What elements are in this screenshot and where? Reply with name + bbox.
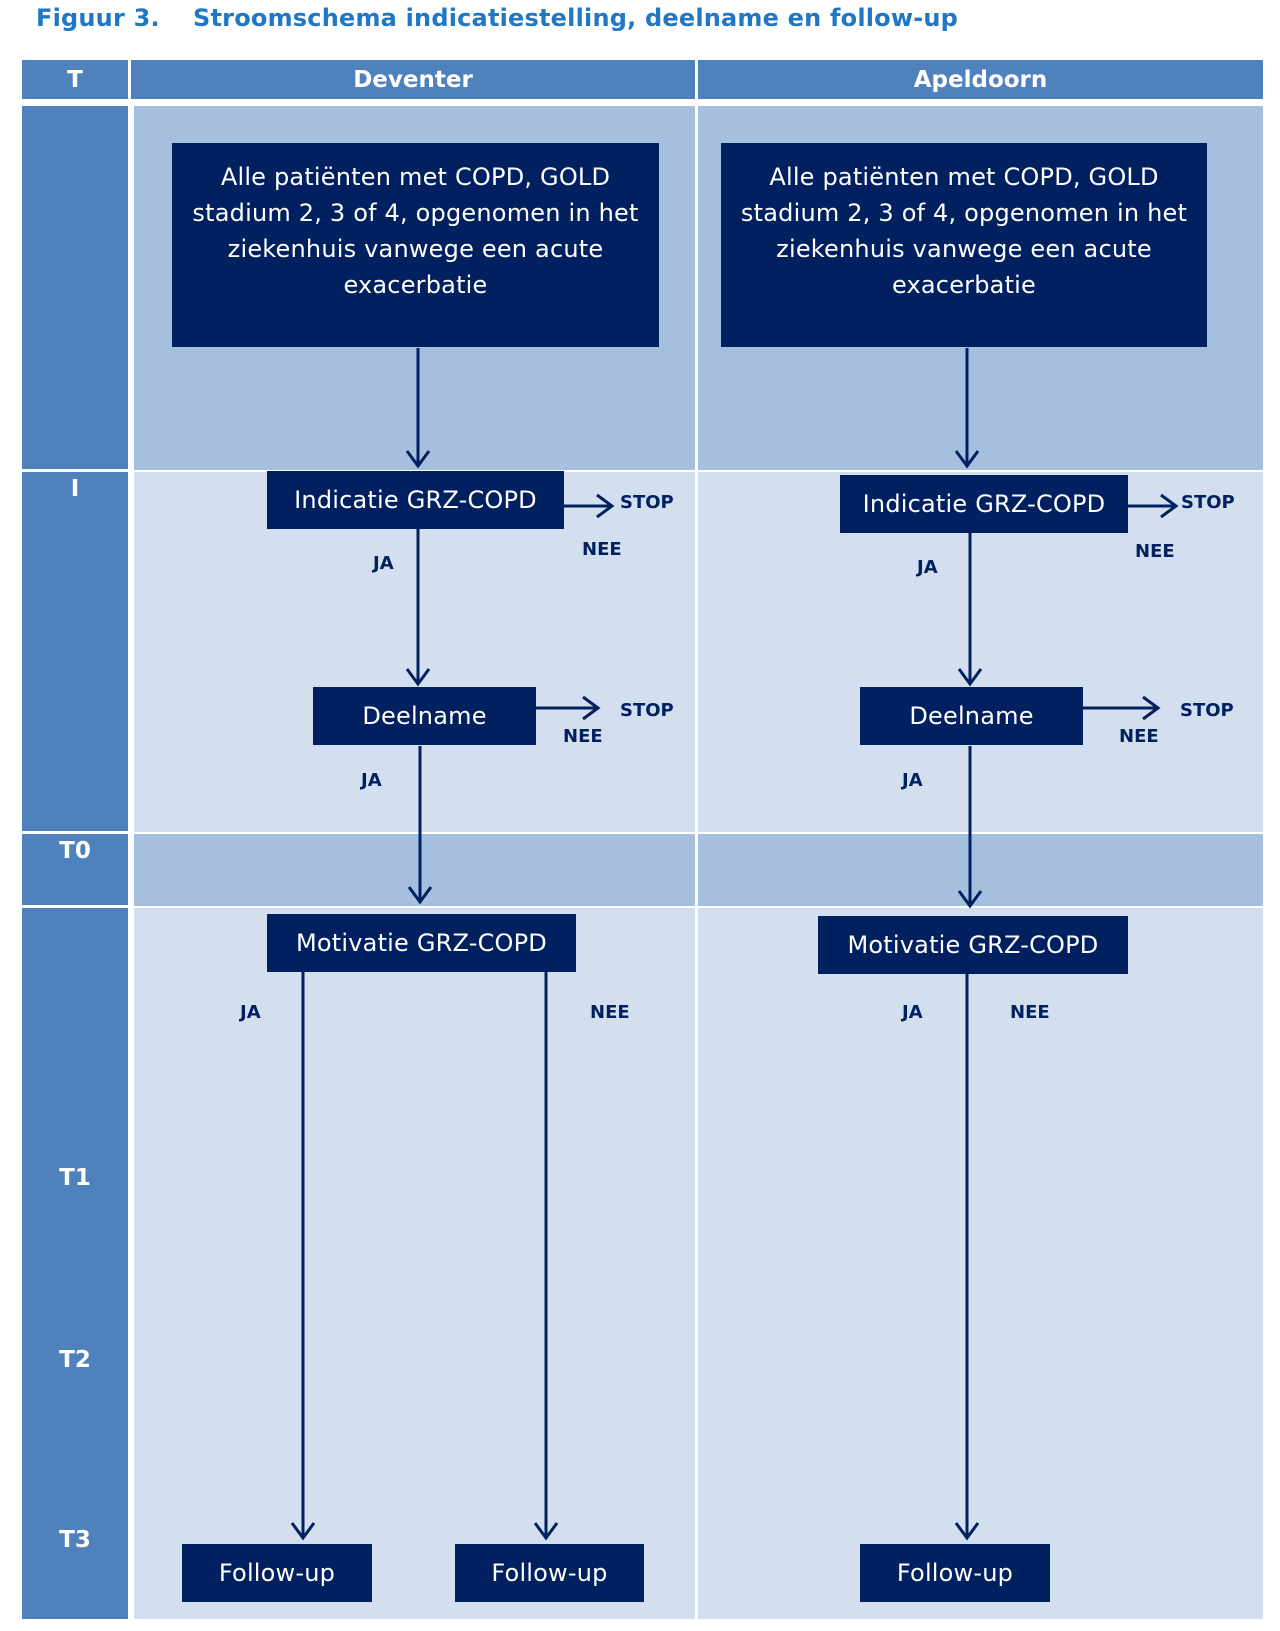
nee-label: NEE	[582, 539, 622, 560]
time-separator	[22, 905, 128, 908]
ja-label: JA	[917, 557, 938, 578]
header-deventer: Deventer	[131, 60, 695, 99]
band-t0-apeldoorn	[698, 834, 1263, 906]
followup-box-deventer-ja: Follow-up	[182, 1544, 372, 1602]
nee-label: NEE	[1010, 1002, 1050, 1023]
header-time: T	[22, 60, 128, 99]
time-separator	[22, 831, 128, 834]
deelname-box-deventer: Deelname	[313, 687, 536, 745]
ja-label: JA	[361, 770, 382, 791]
ja-label: JA	[373, 553, 394, 574]
indicatie-box-apeldoorn: Indicatie GRZ-COPD	[840, 475, 1128, 533]
deelname-box-apeldoorn: Deelname	[860, 687, 1083, 745]
band-t0-deventer	[134, 834, 695, 906]
header-apeldoorn: Apeldoorn	[698, 60, 1263, 99]
stop-label: STOP	[1180, 700, 1234, 721]
ja-label: JA	[902, 770, 923, 791]
figure-number: Figuur 3.	[36, 4, 160, 32]
stop-label: STOP	[1181, 492, 1235, 513]
time-label-t2: T2	[59, 1347, 91, 1373]
motivatie-box-apeldoorn: Motivatie GRZ-COPD	[818, 916, 1128, 974]
followup-box-apeldoorn: Follow-up	[860, 1544, 1050, 1602]
ja-label: JA	[240, 1002, 261, 1023]
start-box-deventer: Alle patiënten met COPD, GOLD stadium 2, 3 of 4, opgenomen in het ziekenhuis vanwege een acute exacerbatie	[172, 143, 659, 347]
figure-caption: Stroomschema indicatiestelling, deelname en follow-up	[193, 4, 959, 32]
ja-label: JA	[902, 1002, 923, 1023]
time-separator	[22, 469, 128, 472]
nee-label: NEE	[1135, 541, 1175, 562]
start-box-apeldoorn: Alle patiënten met COPD, GOLD stadium 2, 3 of 4, opgenomen in het ziekenhuis vanwege een acute exacerbatie	[721, 143, 1207, 347]
time-label-t3: T3	[59, 1527, 91, 1553]
stop-label: STOP	[620, 700, 674, 721]
figure-title	[36, 4, 958, 32]
time-label-i: I	[70, 476, 80, 502]
band-followup-apeldoorn	[698, 908, 1263, 1619]
time-label-t1: T1	[59, 1165, 91, 1191]
time-label-t0: T0	[59, 838, 91, 864]
nee-label: NEE	[1119, 726, 1159, 747]
nee-label: NEE	[563, 726, 603, 747]
stop-label: STOP	[620, 492, 674, 513]
nee-label: NEE	[590, 1002, 630, 1023]
indicatie-box-deventer: Indicatie GRZ-COPD	[267, 471, 564, 529]
motivatie-box-deventer: Motivatie GRZ-COPD	[267, 914, 576, 972]
followup-box-deventer-nee: Follow-up	[455, 1544, 644, 1602]
